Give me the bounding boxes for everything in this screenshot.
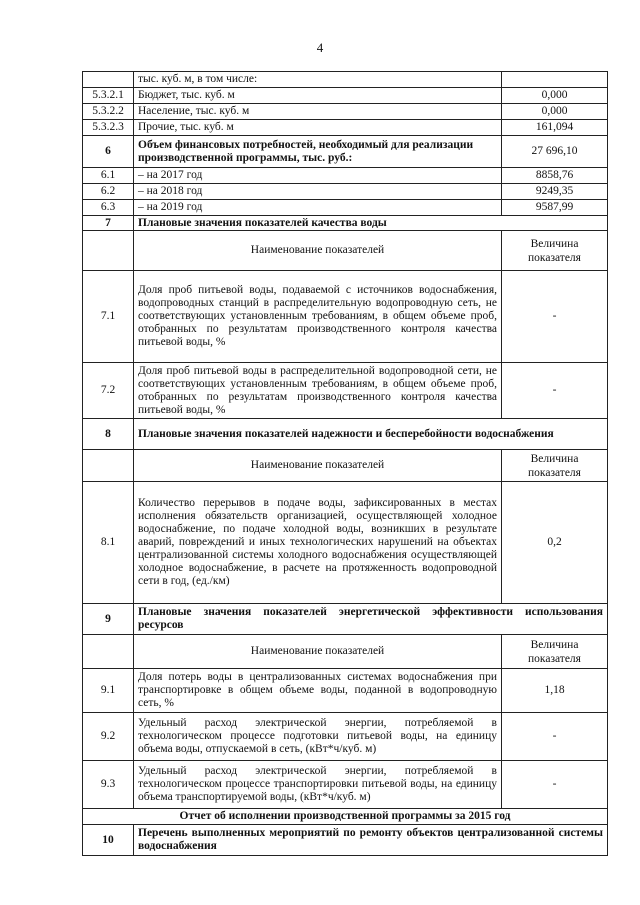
row-label: Доля потерь воды в централизованных системах водоснабжения при транспортировке в общем объеме воды, поданной в водопроводную сеть, % — [134, 669, 502, 713]
section-title: Плановые значения показателей энергетической эффективности использования ресурсов — [134, 604, 608, 635]
section-number: 6 — [83, 136, 134, 168]
row-number: 7.2 — [83, 363, 134, 419]
section-6-header-row — [83, 136, 608, 168]
table-row — [83, 104, 608, 120]
section-number: 7 — [83, 216, 134, 231]
row-value: 9587,99 — [502, 200, 608, 216]
section-number: 9 — [83, 604, 134, 635]
row-number: 9.1 — [83, 669, 134, 713]
row-value: - — [502, 761, 608, 809]
table-row — [83, 88, 608, 104]
page-number: 4 — [316, 40, 324, 55]
row-label: Удельный расход электрической энергии, потребляемой в технологическом процессе транспортировки питьевой воды, на единицу объема транспортируемой воды, (кВт*ч/куб. м) — [134, 761, 502, 809]
row-number: 9.2 — [83, 713, 134, 761]
row-number: 5.3.2.2 — [83, 104, 134, 120]
table-row — [83, 120, 608, 136]
column-header-name: Наименование показателей — [134, 450, 502, 482]
row-value: 0,000 — [502, 88, 608, 104]
column-header-row — [83, 635, 608, 669]
section-8-header-row — [83, 419, 608, 450]
section-title: Объем финансовых потребностей, необходимый для реализации производственной программы, тыс. руб.: — [134, 136, 502, 168]
column-header-value: Величина показателя — [502, 231, 608, 271]
row-label: Доля проб питьевой воды в распределительной водопроводной сети, не соответствующих установленным требованиям, в общем объеме проб, отобранных по результатам производственного контроля качества питьевой воды, % — [134, 363, 502, 419]
table-row — [83, 168, 608, 184]
section-7-header-row — [83, 216, 608, 231]
section-number: 8 — [83, 419, 134, 450]
column-header-row — [83, 231, 608, 271]
row-value: - — [502, 363, 608, 419]
table-row — [83, 72, 608, 88]
row-label: Доля проб питьевой воды, подаваемой с источников водоснабжения, водопроводных станций в распределительную водопроводную сеть, не соответствующих установленным требованиям, в общем объеме проб, отобранных по результатам производственного контроля качества питьевой воды, % — [134, 271, 502, 363]
column-header-name: Наименование показателей — [134, 231, 502, 271]
row-value: - — [502, 713, 608, 761]
section-number: 10 — [83, 825, 134, 856]
report-title: Отчет об исполнении производственной программы за 2015 год — [83, 809, 608, 825]
table-row — [83, 363, 608, 419]
report-title-row — [83, 809, 608, 825]
section-title: Плановые значения показателей качества воды — [134, 216, 608, 231]
row-number: 6.1 — [83, 168, 134, 184]
row-label: Население, тыс. куб. м — [134, 104, 502, 120]
column-header-name: Наименование показателей — [134, 635, 502, 669]
column-header-value: Величина показателя — [502, 450, 608, 482]
row-value: 9249,35 — [502, 184, 608, 200]
row-label: Удельный расход электрической энергии, потребляемой в технологическом процессе подготовки питьевой воды, на единицу объема воды, отпускаемой в сеть, (кВт*ч/куб. м) — [134, 713, 502, 761]
row-number: 7.1 — [83, 271, 134, 363]
row-value: 8858,76 — [502, 168, 608, 184]
row-label: Количество перерывов в подаче воды, зафиксированных в местах исполнения обязательств организацией, осуществляющей холодное водоснабжение, по подаче холодной воды, возникших в результате аварий, повреждений и иных технологических нарушений на объектах централизованной системы холодного водоснабжения осуществляющей холодное водоснабжение, в расчете на протяженность водопроводной сети в год, (ед./км) — [134, 482, 502, 604]
row-number: 5.3.2.3 — [83, 120, 134, 136]
column-header-value: Величина показателя — [502, 635, 608, 669]
section-title: Перечень выполненных мероприятий по ремонту объектов централизованной системы водоснабжения — [134, 825, 608, 856]
row-value: 1,18 — [502, 669, 608, 713]
row-label: Бюджет, тыс. куб. м — [134, 88, 502, 104]
row-label: тыс. куб. м, в том числе: — [134, 72, 502, 88]
row-number: 5.3.2.1 — [83, 88, 134, 104]
column-header-row — [83, 450, 608, 482]
row-label: Прочие, тыс. куб. м — [134, 120, 502, 136]
table-row — [83, 761, 608, 809]
program-table — [82, 71, 608, 856]
row-value: 161,094 — [502, 120, 608, 136]
row-number: 9.3 — [83, 761, 134, 809]
section-total: 27 696,10 — [502, 136, 608, 168]
row-label: – на 2018 год — [134, 184, 502, 200]
table-row — [83, 200, 608, 216]
row-number: 6.2 — [83, 184, 134, 200]
row-value — [502, 72, 608, 88]
row-value: 0,000 — [502, 104, 608, 120]
section-title: Плановые значения показателей надежности и бесперебойности водоснабжения — [134, 419, 608, 450]
table-row — [83, 271, 608, 363]
table-row — [83, 184, 608, 200]
table-row — [83, 669, 608, 713]
row-label: – на 2019 год — [134, 200, 502, 216]
section-9-header-row — [83, 604, 608, 635]
row-value: - — [502, 271, 608, 363]
row-label: – на 2017 год — [134, 168, 502, 184]
row-number — [83, 72, 134, 88]
row-value: 0,2 — [502, 482, 608, 604]
row-number: 6.3 — [83, 200, 134, 216]
table-row — [83, 713, 608, 761]
section-10-header-row — [83, 825, 608, 856]
table-row — [83, 482, 608, 604]
row-number: 8.1 — [83, 482, 134, 604]
